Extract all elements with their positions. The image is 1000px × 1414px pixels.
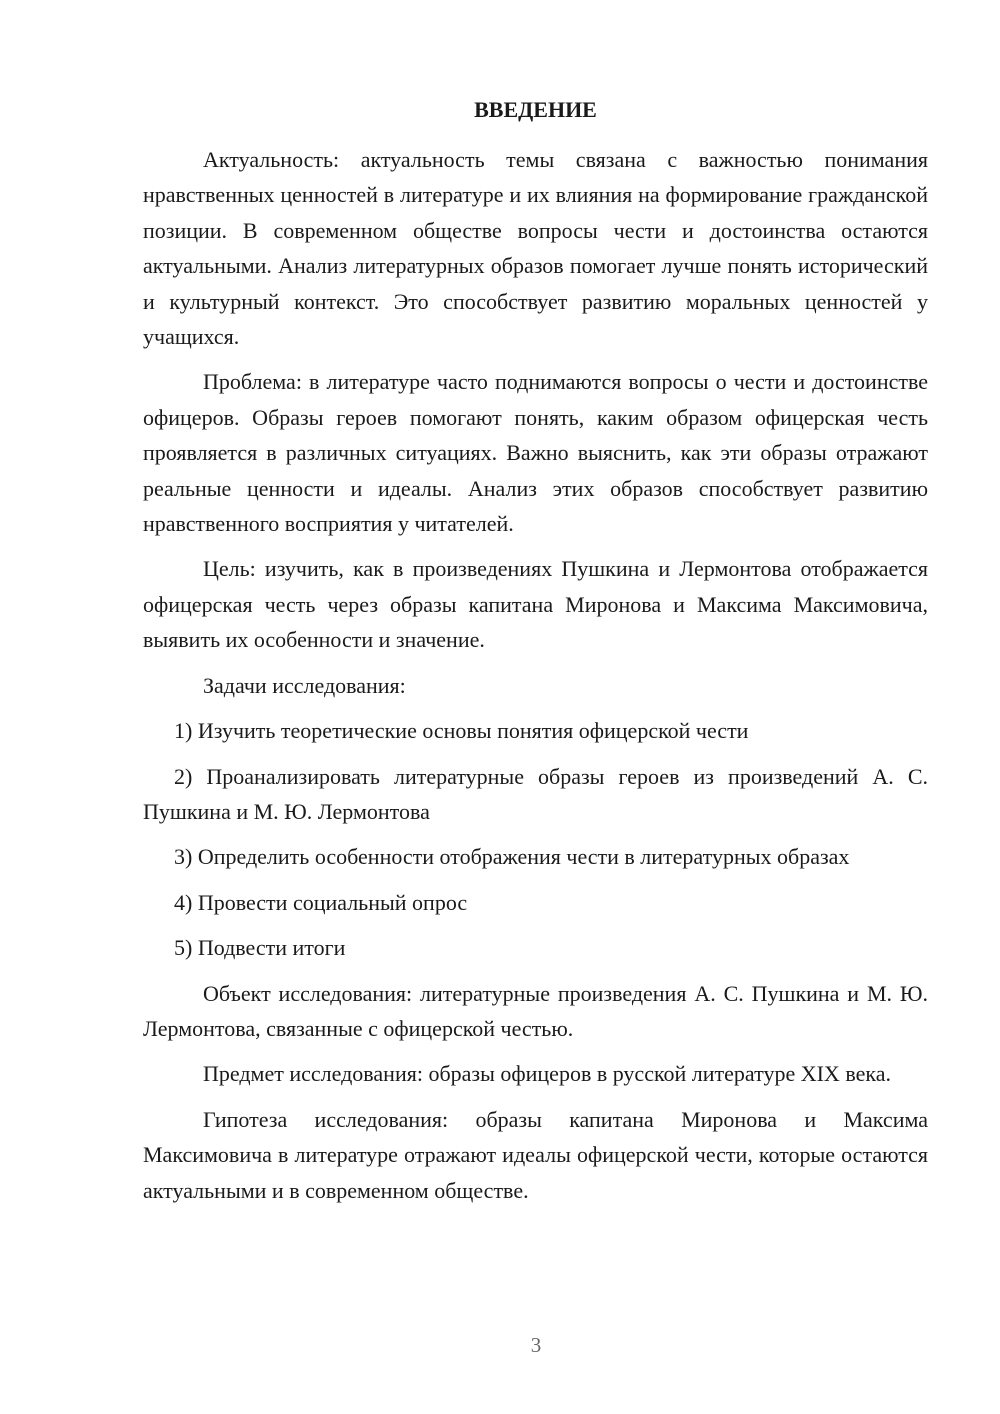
hypothesis-paragraph: Гипотеза исследования: образы капитана Миронова и Максима Максимовича в литературе отражают идеалы офицерской чести, которые остаются актуальными и в современном обществе. [143, 1106, 928, 1203]
goal-paragraph: Цель: изучить, как в произведениях Пушкина и Лермонтова отображается офицерская честь через образы капитана Миронова и Максима Максимовича, выявить их особенности и значение. [143, 556, 928, 653]
document-page [143, 92, 928, 1218]
problem-paragraph: Проблема: в литературе часто поднимаются вопросы о чести и достоинстве офицеров. Образы героев помогают понять, каким образом офицерская честь проявляется в различных ситуациях. Важно выяснить, как эти образы отражают реальные ценности и идеалы. Анализ этих образов способствует развитию нравственного восприятия у читателей. [143, 369, 928, 537]
tasks-title: Задачи исследования: [203, 672, 406, 698]
task-item: 4) Провести социальный опрос [174, 889, 468, 915]
page-title: ВВЕДЕНИЕ [474, 97, 597, 122]
task-item: 5) Подвести итоги [174, 935, 346, 961]
object-paragraph: Объект исследования: литературные произведения А. С. Пушкина и М. Ю. Лермонтова, связанные с офицерской честью. [143, 980, 928, 1041]
task-item: 3) Определить особенности отображения чести в литературных образах [174, 844, 850, 870]
task-item: 1) Изучить теоретические основы понятия офицерской чести [174, 718, 749, 744]
relevance-paragraph: Актуальность: актуальность темы связана с важностью понимания нравственных ценностей в литературе и их влияния на формирование гражданской позиции. В современном обществе вопросы чести и достоинства остаются актуальными. Анализ литературных образов помогает лучше понять исторический и культурный контекст. Это способствует развитию моральных ценностей у учащихся. [143, 147, 928, 350]
task-item: 2) Проанализировать литературные образы героев из произведений А. С. Пушкина и М. Ю. Лермонтова [143, 763, 928, 824]
subject-paragraph: Предмет исследования: образы офицеров в русской литературе XIX века. [203, 1061, 891, 1087]
page-number: 3 [530, 1333, 542, 1357]
